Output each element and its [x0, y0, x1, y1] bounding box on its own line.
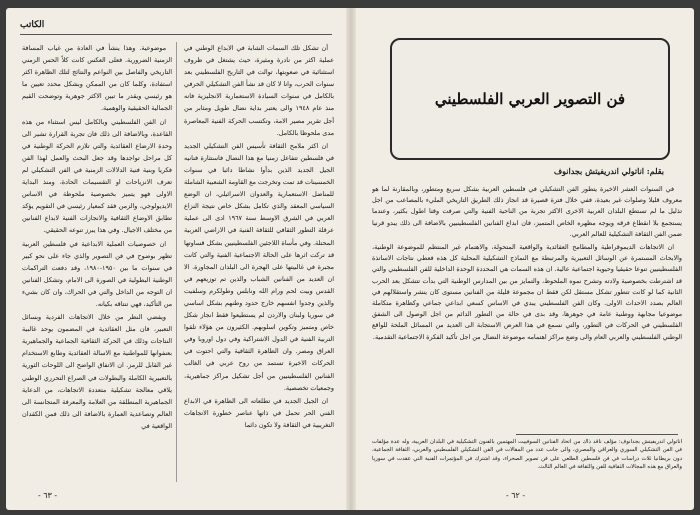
left-page-column-right [184, 42, 334, 492]
footnote-rule [516, 434, 678, 435]
paragraph: موضوعية. وهذا ينشأ في العادة من غياب المسافة الزمنية الضرورية. فعلى العكس كانت كلاً الحس الزمني التاريخي والفاصل بين النواعم والنتائج لتلك الظاهرة اكثر استفادة، وكلما كان من الممكن وبشكل محدد تعيين ما هو رئيسي ويقدر ما تبين الاكثر جوهرية وتوضحت القيم الجمالية الحقيقية والوهمية. [22, 44, 172, 113]
left-page [6, 8, 346, 510]
paragraph: في السنوات العشر الاخيرة يتطور الفن التشكيلي في فلسطين العربية بشكل سريع ومتطور، وبالمقارنة لما هو معروف قليلا وصلوات غير بعيدة، ففي خلال فترة قصيرة قد انجاز ذلك الطريق التاريخي المليء بالمصاعب من اجل تذليل ما لم تستطع البلدان العربية الاخرى الاكثر تجربة من الناحية الفنية والتي صرفت وقتا اطول بكثير، وعندما يستجمع بلا انقطاع فرقه ويوجه مظهره الخاص المتميز، فان ابداع الفنانين الفلسطينيين بالاضافة الى ذلك يبدو قرنيا ضمن الفن الثقافة التشكيلية للعالم العربي. [372, 185, 682, 238]
open-book [6, 8, 694, 510]
footnote: اناتولي اندريفيتش بجدانوف: مؤلف ناقد ذاك من اتحاد الفنانين السوفييت المهتمين بالفنون التشكيلية في البلدان العربية، وله عدة مؤلفات في الفن التشكيلي السوري والعراقي والمصري، والى جانب عدد من المقالات في الفن التشكيلي الفلسطيني والعربي، الثقافة الجماعية، دون بريطانيا ثلاث دراسات في فن فلسطين الطلعي على فن تصوير الصحراء، وقد اشترك في المؤتمرات الفنية التي عقدت في سوريا والعراق مع هذه المجالات الثقافية للفن والثقافة في العالم الثالث. [372, 439, 682, 470]
paragraph: ان اكثر ملامح الثقافة تأسيس الفن التشكيلي الجديد في فلسطين تتفاعل زمنيا مع هذا النضال فاستثارة فنانيه الجيل الجديد الذين بدأوا نشاطا دائبا في سنوات الخمسينات قد تمت وتخرجت مع القاومة الشعبية الشاملة للمناضل الاستعمارية والعدوان الاسرائيلي، ان الوضع السياسي المعقد والذي تكامل بشكل خاص نتيجة النزاع العربي في الشرق الاوسط سنة ١٩٦٧ ادى الى عملية عرقلة التطور الثقافي للثقافة الفنية في الاراضي العربية المحتلة. وفي مأساة اللاجئين الفلسطينيين بشكل قساوتها قد تركت اثرها على الحالة الاجتماعية الفنية والتي كانت مجبرة في غالبيتها على الهجرة الى البلدان المجاورة. الا ان العديد من الفنانين الشباب والذين تم توزيعهم في القدس وبيت لحم ورام الله ونابلس وطولكرم وسلفيت والذين وجدوا انفسهم خارج حدود وطنهم بشكل اساسي في سوريا ولبنان والاردن لم يستطيعوا فقط انجاز شكل خاص ومتميز وتكوين اسلوبهم. الكثيرون من هؤلاء تلقوا التربية الفنية في الدول الاشتراكية وفي دول اوروبا وفي العراق ومصر. وان الظاهرة الثقافية والتي احتوت في الحركات الاخيرة تستمد من روح عربي في الغالب الفنانين الفلسطينيين من أجل تشكيل مراكز جماهيرية، وجمعيات تخصصية. [184, 141, 334, 392]
left-page-column-left [22, 42, 172, 492]
article-body [372, 184, 682, 432]
column-divider [176, 42, 177, 482]
title-box [390, 38, 670, 160]
header-rule [20, 34, 332, 35]
right-page [356, 8, 694, 510]
book-spine [346, 8, 356, 510]
article-title: فن التصوير العربي الفلسطيني [434, 90, 626, 108]
page-number: - ٦٣ - [38, 491, 58, 500]
author-byline: بقلم: اناتولي اندريفيتش بجدانوف [553, 166, 664, 176]
page-number: - ٦٢ - [506, 491, 526, 500]
paragraph: ان الاتجاهات الديموقراطية والمطامح العقائدية والواقعية المتحولة، والاهتمام غير المنتظم للموضوعة الوطنية، والابحاث المستمرة عن الوسائل التعبيرية والمرتبطة مع النماذج التشكيلية المحلية كل هذه فعطي نتاجات الاساتذة الفلسطينيين تنوعا حقيقيا وحيوية اجتماعية عالية. ان هذه السمات هي المحددة الوحدة الداخلية للفن الفلسطيني والتي قد اشترطت بخصوصية ولادته وتشرح نموه الملحوظ، والتمايز من بين المدارس الوطنية التي بدأت تتشكل بعد الحرب الثانية كما لو كانت تتطور تشكل مستقل لكن فقط ان مجموعة قليلة من الفنانين مستوى كان ينشر واستقلالهم في العالم بصدد الاحداث الاولى. وكان الفن الفلسطيني يبدي في الاساس كسعي ابداعي جماعي وكظاهرة متكاملة موضوعيا مجابهة ووطنية عامة في جوهرها، وقد بدى في حالة من التطور الدائم من اجل الوصول الى الشفق الفلسطيني في الحركات في التطور، والتي نسمع في هذا العرض الاستجابة الى العديد من المسائل الملحة للواقع الوطني الفلسطيني والعربي العام والى وضع مراكز اهتمامه موضوعة النضال من اجل تأكيد الفكرة الاجتماعية التقدمية. [372, 243, 682, 341]
running-head: الكاتب [20, 20, 45, 30]
paragraph: ان الفن الفلسطيني وبالكامل ليس استثناء من هذه القاعدة، وبالاضافة الى ذلك فان تجربة القرارة تشير الى وحدة الارضاع العقائدية والتي تلازم الحركة الوطنية في كل مراحل تواجدها وقد جعل البحث والعمل لهذا الفن فكريا وبنية فنية الدلالات الزمنية في الفن التشكيلي لم تعرف الانزياحات او التقسيمات الحادة، ومنذ البداية الاولى فهو يتميز بخصوصية ملحوظة في الاساس الايديولوجي، والزمن فقد كمعيار رئيسي في التقويم يؤكد تطابق الاوضاع الثقافية والانجازات الفنية لابداع الفنانين من مختلف الاجيال. وفي هذا يبرز تنوعه الحقيقي. [22, 117, 172, 235]
paragraph: ويفضي النظر من خلال الاتجاهات الفردية وبسائل التعبير، فان مثل العقائدية في المضمون يوحد غالبية النتاجات وذلك في الحركة الثقافية الجماعية والجماهيرية بعنفوانها للمواطنية مع الاسالة العقائدية وطابع الاستخدام غير القابل للرمز. ان الاتفاق الواضح الى اللوحات الثورية بالتعبيرية الكاملة والبطولات في الصراع التحرري الوطني يلاقي معالجة تشكيلية متعددة الاتجاهات، من الدعاية الجماهيرية المنطلقة من العلامة والمعرفة المتجانسة الى العالم وتصاعدية العمارة بالاضافة الى ذلك فمن الكقدان الواقعية في [22, 313, 172, 430]
paragraph: ان الجيل الجديد في تطلعاته الى الظاهرة في الابداع الفني الحر تحمل في ذاتها عناصر خطورة الاتجاهات التغريبية في الثقافة ولا تكون دائما [184, 396, 334, 429]
paragraph: ان خصوصيات العملية الابداعية في فلسطين العربية تظهر بوضوح في فن التصوير والذي جاء على نحو كبير في سنوات ما بين ١٩٥٠-١٩٨٠، وقد دفعت التراكمات الوطنية البطولية في الصورة الى الامام، وتشكل الفنانين ان التوجه من الداخل والتي في الحراك، وان كان بشيء من التأكيد، فهي تنتاقه بكيانه. [22, 239, 172, 308]
paragraph: أن تشكل تلك السمات الشابة في الابداع الوطني في عملية اكثر من نادرة ومثيرة، حيث يشتغل في ظروف استثنائية في صعوبتها، توالت في التاريخ الفلسطيني بعد سنوات الحرب، وانا لا كان قد نشأ الفن التشكيلي الحرفي بالكامل في سنوات السيادة الاستعمارية الانجليزية فانه منذ عام ١٩٤٨ والى يعتبر بداية نضال طويل ومثابر من أجل تقرير مصير الامة، وتكتسب الحركة الفنية المعاصرة مدى ملحوظا بالكامل. [184, 44, 334, 137]
